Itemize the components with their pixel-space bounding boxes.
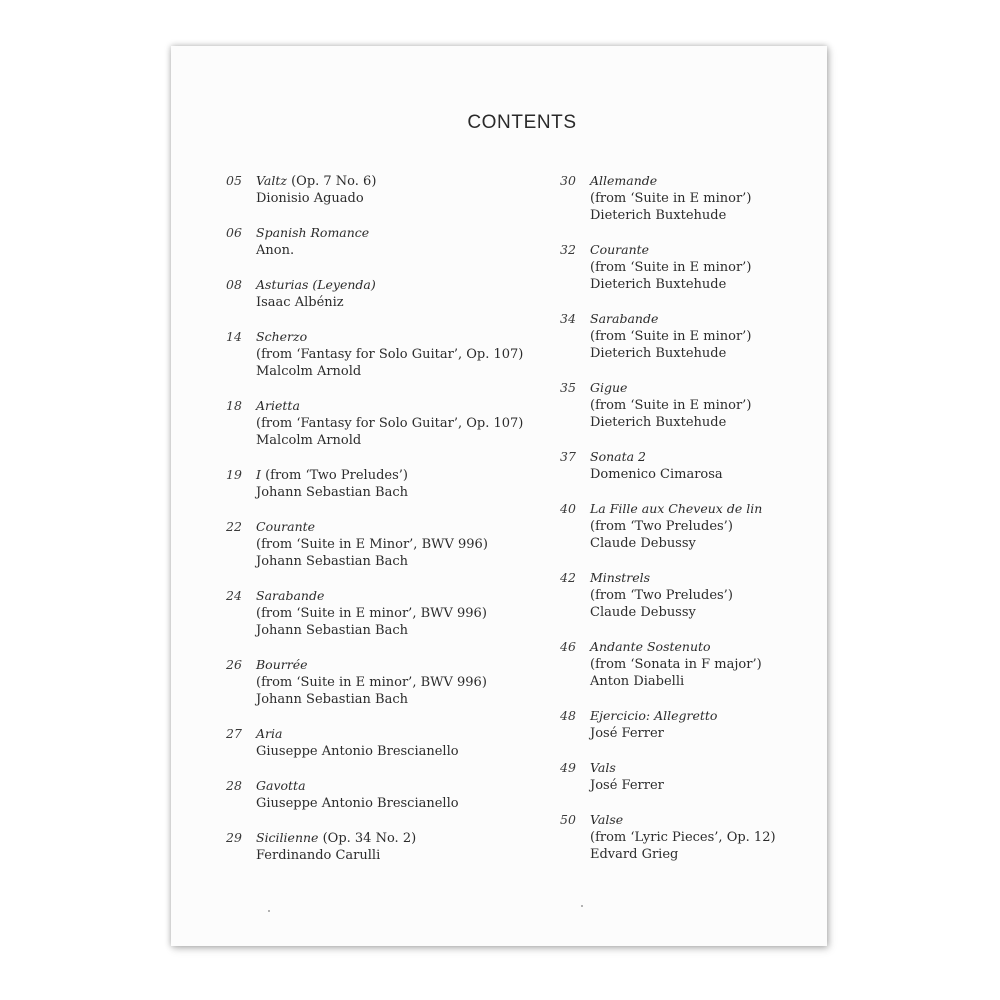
toc-entry xyxy=(555,707,855,742)
toc-work-title: Minstrels xyxy=(590,570,651,585)
toc-work-title: Bourrée xyxy=(256,657,308,672)
toc-page-number: 08 xyxy=(226,277,242,292)
page-title: CONTENTS xyxy=(467,112,577,133)
toc-entry xyxy=(221,518,521,570)
toc-work-title: Sarabande xyxy=(256,588,325,603)
toc-title-line xyxy=(256,725,521,743)
toc-work-title: Gigue xyxy=(590,380,628,395)
toc-entry xyxy=(221,587,521,639)
toc-entry xyxy=(221,172,521,207)
toc-entry xyxy=(555,638,855,690)
toc-composer: Claude Debussy xyxy=(590,605,696,620)
toc-entry xyxy=(555,241,855,293)
toc-page-number: 06 xyxy=(226,225,242,240)
toc-work-title: Ejercicio: Allegretto xyxy=(590,708,718,723)
toc-page-number: 35 xyxy=(560,380,576,395)
toc-page-number: 37 xyxy=(560,449,576,464)
toc-composer: Anton Diabelli xyxy=(590,674,685,689)
toc-composer: Johann Sebastian Bach xyxy=(256,485,408,500)
toc-work-title: Arietta xyxy=(256,398,300,413)
toc-page-number: 05 xyxy=(226,173,242,188)
toc-title-line xyxy=(590,759,855,777)
toc-composer: Domenico Cimarosa xyxy=(590,467,723,482)
toc-title-line xyxy=(256,328,521,346)
toc-work-source: (from ‘Suite in E minor’) xyxy=(590,260,752,275)
toc-work-title: Sonata 2 xyxy=(590,449,646,464)
toc-composer: Johann Sebastian Bach xyxy=(256,554,408,569)
toc-work-source: (from ‘Suite in E minor’) xyxy=(590,329,752,344)
toc-title-line xyxy=(590,638,855,656)
toc-work-title: Courante xyxy=(256,519,316,534)
toc-title-line xyxy=(256,172,521,190)
toc-composer: Dionisio Aguado xyxy=(256,191,364,206)
toc-work-source: (from ‘Fantasy for Solo Guitar’, Op. 107) xyxy=(256,347,524,362)
toc-composer: Giuseppe Antonio Brescianello xyxy=(256,796,459,811)
toc-composer: Giuseppe Antonio Brescianello xyxy=(256,744,459,759)
toc-composer: Edvard Grieg xyxy=(590,847,679,862)
toc-composer: Dieterich Buxtehude xyxy=(590,208,727,223)
toc-page-number: 19 xyxy=(226,467,242,482)
toc-work-source: (from ‘Two Preludes’) xyxy=(590,588,733,603)
toc-work-title: Valtz xyxy=(256,173,287,188)
toc-composer: Anon. xyxy=(256,243,295,258)
toc-entry xyxy=(555,811,855,863)
toc-title-line xyxy=(256,587,521,605)
toc-entry xyxy=(555,500,855,552)
toc-title-line xyxy=(590,569,855,587)
toc-entry xyxy=(555,379,855,431)
toc-entry xyxy=(555,448,855,483)
toc-page-number: 26 xyxy=(226,657,242,672)
toc-work-title: Aria xyxy=(256,726,283,741)
toc-page-number: 18 xyxy=(226,398,242,413)
toc-work-source: (from ‘Suite in E Minor’, BWV 996) xyxy=(256,537,488,552)
toc-title-line xyxy=(256,224,521,242)
toc-work-source: (from ‘Sonata in F major’) xyxy=(590,657,762,672)
toc-title-line xyxy=(256,466,521,484)
toc-title-line xyxy=(256,777,521,795)
toc-composer: Ferdinando Carulli xyxy=(256,848,381,863)
toc-work-title: I xyxy=(256,467,261,482)
toc-composer: Claude Debussy xyxy=(590,536,696,551)
toc-title-line xyxy=(590,172,855,190)
toc-page-number: 50 xyxy=(560,812,576,827)
toc-page-number: 27 xyxy=(226,726,242,741)
toc-composer: Johann Sebastian Bach xyxy=(256,692,408,707)
toc-title-line xyxy=(590,707,855,725)
toc-work-title: Sicilienne xyxy=(256,830,319,845)
toc-work-opus: (from ‘Two Preludes’) xyxy=(260,468,408,483)
toc-work-title: Andante Sostenuto xyxy=(590,639,711,654)
paper-speck xyxy=(581,905,583,907)
toc-entry xyxy=(221,466,521,501)
toc-work-title: Scherzo xyxy=(256,329,308,344)
toc-composer: José Ferrer xyxy=(590,778,664,793)
toc-work-source: (from ‘Suite in E minor’) xyxy=(590,398,752,413)
toc-entry xyxy=(555,310,855,362)
toc-composer: Malcolm Arnold xyxy=(256,364,362,379)
toc-work-title: La Fille aux Cheveux de lin xyxy=(590,501,763,516)
toc-composer: Malcolm Arnold xyxy=(256,433,362,448)
toc-work-source: (from ‘Suite in E minor’) xyxy=(590,191,752,206)
toc-page-number: 42 xyxy=(560,570,576,585)
toc-entry xyxy=(221,224,521,259)
toc-title-line xyxy=(590,241,855,259)
toc-work-title: Sarabande xyxy=(590,311,659,326)
toc-title-line xyxy=(256,518,521,536)
contents-right-column xyxy=(555,172,855,863)
toc-title-line xyxy=(590,310,855,328)
toc-page-number: 22 xyxy=(226,519,242,534)
toc-page-number: 48 xyxy=(560,708,576,723)
toc-page-number: 14 xyxy=(226,329,242,344)
book-page xyxy=(171,46,827,946)
toc-title-line xyxy=(590,448,855,466)
toc-title-line xyxy=(590,500,855,518)
toc-work-source: (from ‘Two Preludes’) xyxy=(590,519,733,534)
toc-entry xyxy=(221,777,521,812)
paper-speck xyxy=(268,910,270,912)
toc-page-number: 40 xyxy=(560,501,576,516)
toc-page-number: 49 xyxy=(560,760,576,775)
toc-work-title: Asturias (Leyenda) xyxy=(256,277,376,292)
toc-page-number: 24 xyxy=(226,588,242,603)
toc-entry xyxy=(221,656,521,708)
toc-title-line xyxy=(590,379,855,397)
toc-page-number: 46 xyxy=(560,639,576,654)
toc-entry xyxy=(221,328,524,380)
toc-composer: Dieterich Buxtehude xyxy=(590,346,727,361)
toc-work-title: Gavotta xyxy=(256,778,306,793)
toc-work-title: Vals xyxy=(590,760,616,775)
toc-page-number: 29 xyxy=(226,830,242,845)
toc-entry xyxy=(221,829,521,864)
toc-work-source: (from ‘Lyric Pieces’, Op. 12) xyxy=(590,830,776,845)
toc-work-source: (from ‘Suite in E minor’, BWV 996) xyxy=(256,675,487,690)
toc-work-title: Courante xyxy=(590,242,650,257)
toc-title-line xyxy=(590,811,855,829)
toc-work-opus: (Op. 7 No. 6) xyxy=(286,174,377,189)
toc-title-line xyxy=(256,656,521,674)
toc-page-number: 34 xyxy=(560,311,576,326)
toc-composer: Isaac Albéniz xyxy=(256,295,344,310)
toc-page-number: 32 xyxy=(560,242,576,257)
toc-page-number: 30 xyxy=(560,173,576,188)
toc-title-line xyxy=(256,276,521,294)
toc-work-source: (from ‘Fantasy for Solo Guitar’, Op. 107) xyxy=(256,416,524,431)
toc-composer: José Ferrer xyxy=(590,726,664,741)
toc-entry xyxy=(221,276,521,311)
toc-work-title: Spanish Romance xyxy=(256,225,370,240)
toc-work-title: Allemande xyxy=(590,173,658,188)
toc-title-line xyxy=(256,397,521,415)
toc-composer: Dieterich Buxtehude xyxy=(590,277,727,292)
toc-title-line xyxy=(256,829,521,847)
toc-entry xyxy=(221,725,521,760)
toc-work-title: Valse xyxy=(590,812,624,827)
toc-work-source: (from ‘Suite in E minor’, BWV 996) xyxy=(256,606,487,621)
toc-composer: Dieterich Buxtehude xyxy=(590,415,727,430)
contents-left-column xyxy=(221,172,524,864)
toc-page-number: 28 xyxy=(226,778,242,793)
toc-entry xyxy=(555,569,855,621)
toc-entry xyxy=(555,759,855,794)
toc-entry xyxy=(555,172,855,224)
toc-composer: Johann Sebastian Bach xyxy=(256,623,408,638)
toc-entry xyxy=(221,397,524,449)
toc-work-opus: (Op. 34 No. 2) xyxy=(318,831,417,846)
